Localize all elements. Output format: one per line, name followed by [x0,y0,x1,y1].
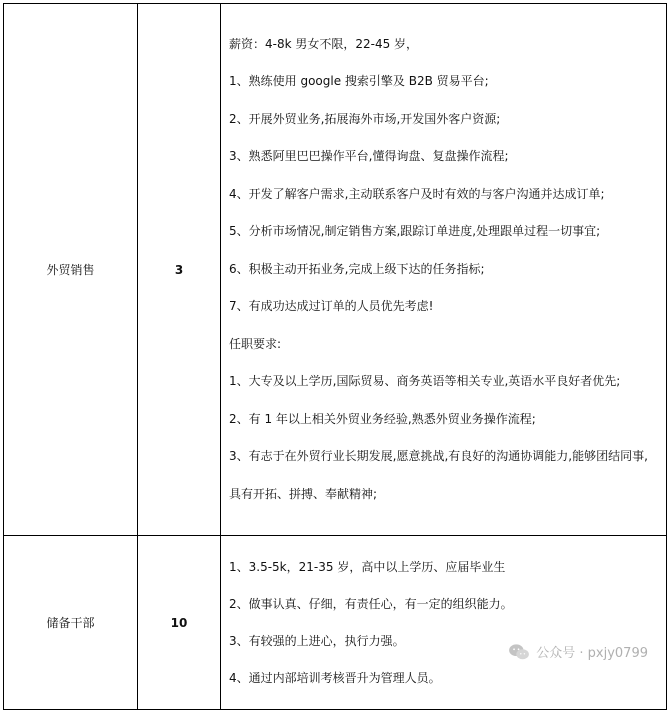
table-row [4,4,667,536]
requirement-line: 6、积极主动开拓业务,完成上级下达的任务指标; [229,261,485,276]
watermark-text: 公众号 · pxjy0799 [536,646,648,661]
requirement-line: 2、有 1 年以上相关外贸业务经验,熟悉外贸业务操作流程; [229,411,536,426]
requirements-cell [221,4,667,536]
headcount-cell: 10 [138,536,221,710]
requirement-line: 1、3.5-5k，21-35 岁，高中以上学历、应届毕业生 [229,559,506,574]
requirement-line: 2、开展外贸业务,拓展海外市场,开发国外客户资源; [229,111,501,126]
requirement-line: 5、分析市场情况,制定销售方案,跟踪订单进度,处理跟单过程一切事宜; [229,224,601,239]
requirement-line: 任职要求: [229,336,282,351]
requirement-line: 4、通过内部培训考核晋升为管理人员。 [229,670,441,685]
requirement-line: 具有开拓、拼搏、奉献精神; [229,486,378,501]
requirement-line: 2、做事认真、仔细，有责任心，有一定的组织能力。 [229,596,513,611]
requirement-line: 3、有志于在外贸行业长期发展,愿意挑战,有良好的沟通协调能力,能够团结同事, [229,449,648,464]
requirement-line: 1、熟练使用 google 搜索引擎及 B2B 贸易平台; [229,74,489,89]
requirement-line: 7、有成功达成过订单的人员优先考虑! [229,299,434,314]
requirement-line: 3、有较强的上进心，执行力强。 [229,633,405,648]
requirements-cell [221,536,667,710]
table-row [4,536,667,710]
wechat-icon [508,643,530,661]
position-cell: 外贸销售 [4,4,138,536]
position-cell: 储备干部 [4,536,138,710]
watermark [508,642,648,661]
job-table [3,3,667,710]
requirement-line: 4、开发了解客户需求,主动联系客户及时有效的与客户沟通并达成订单; [229,186,605,201]
requirement-line: 1、大专及以上学历,国际贸易、商务英语等相关专业,英语水平良好者优先; [229,374,621,389]
requirement-line: 薪资：4-8k 男女不限，22-45 岁， [229,36,419,51]
requirement-line: 3、熟悉阿里巴巴操作平台,懂得询盘、复盘操作流程; [229,149,509,164]
headcount-cell: 3 [138,4,221,536]
